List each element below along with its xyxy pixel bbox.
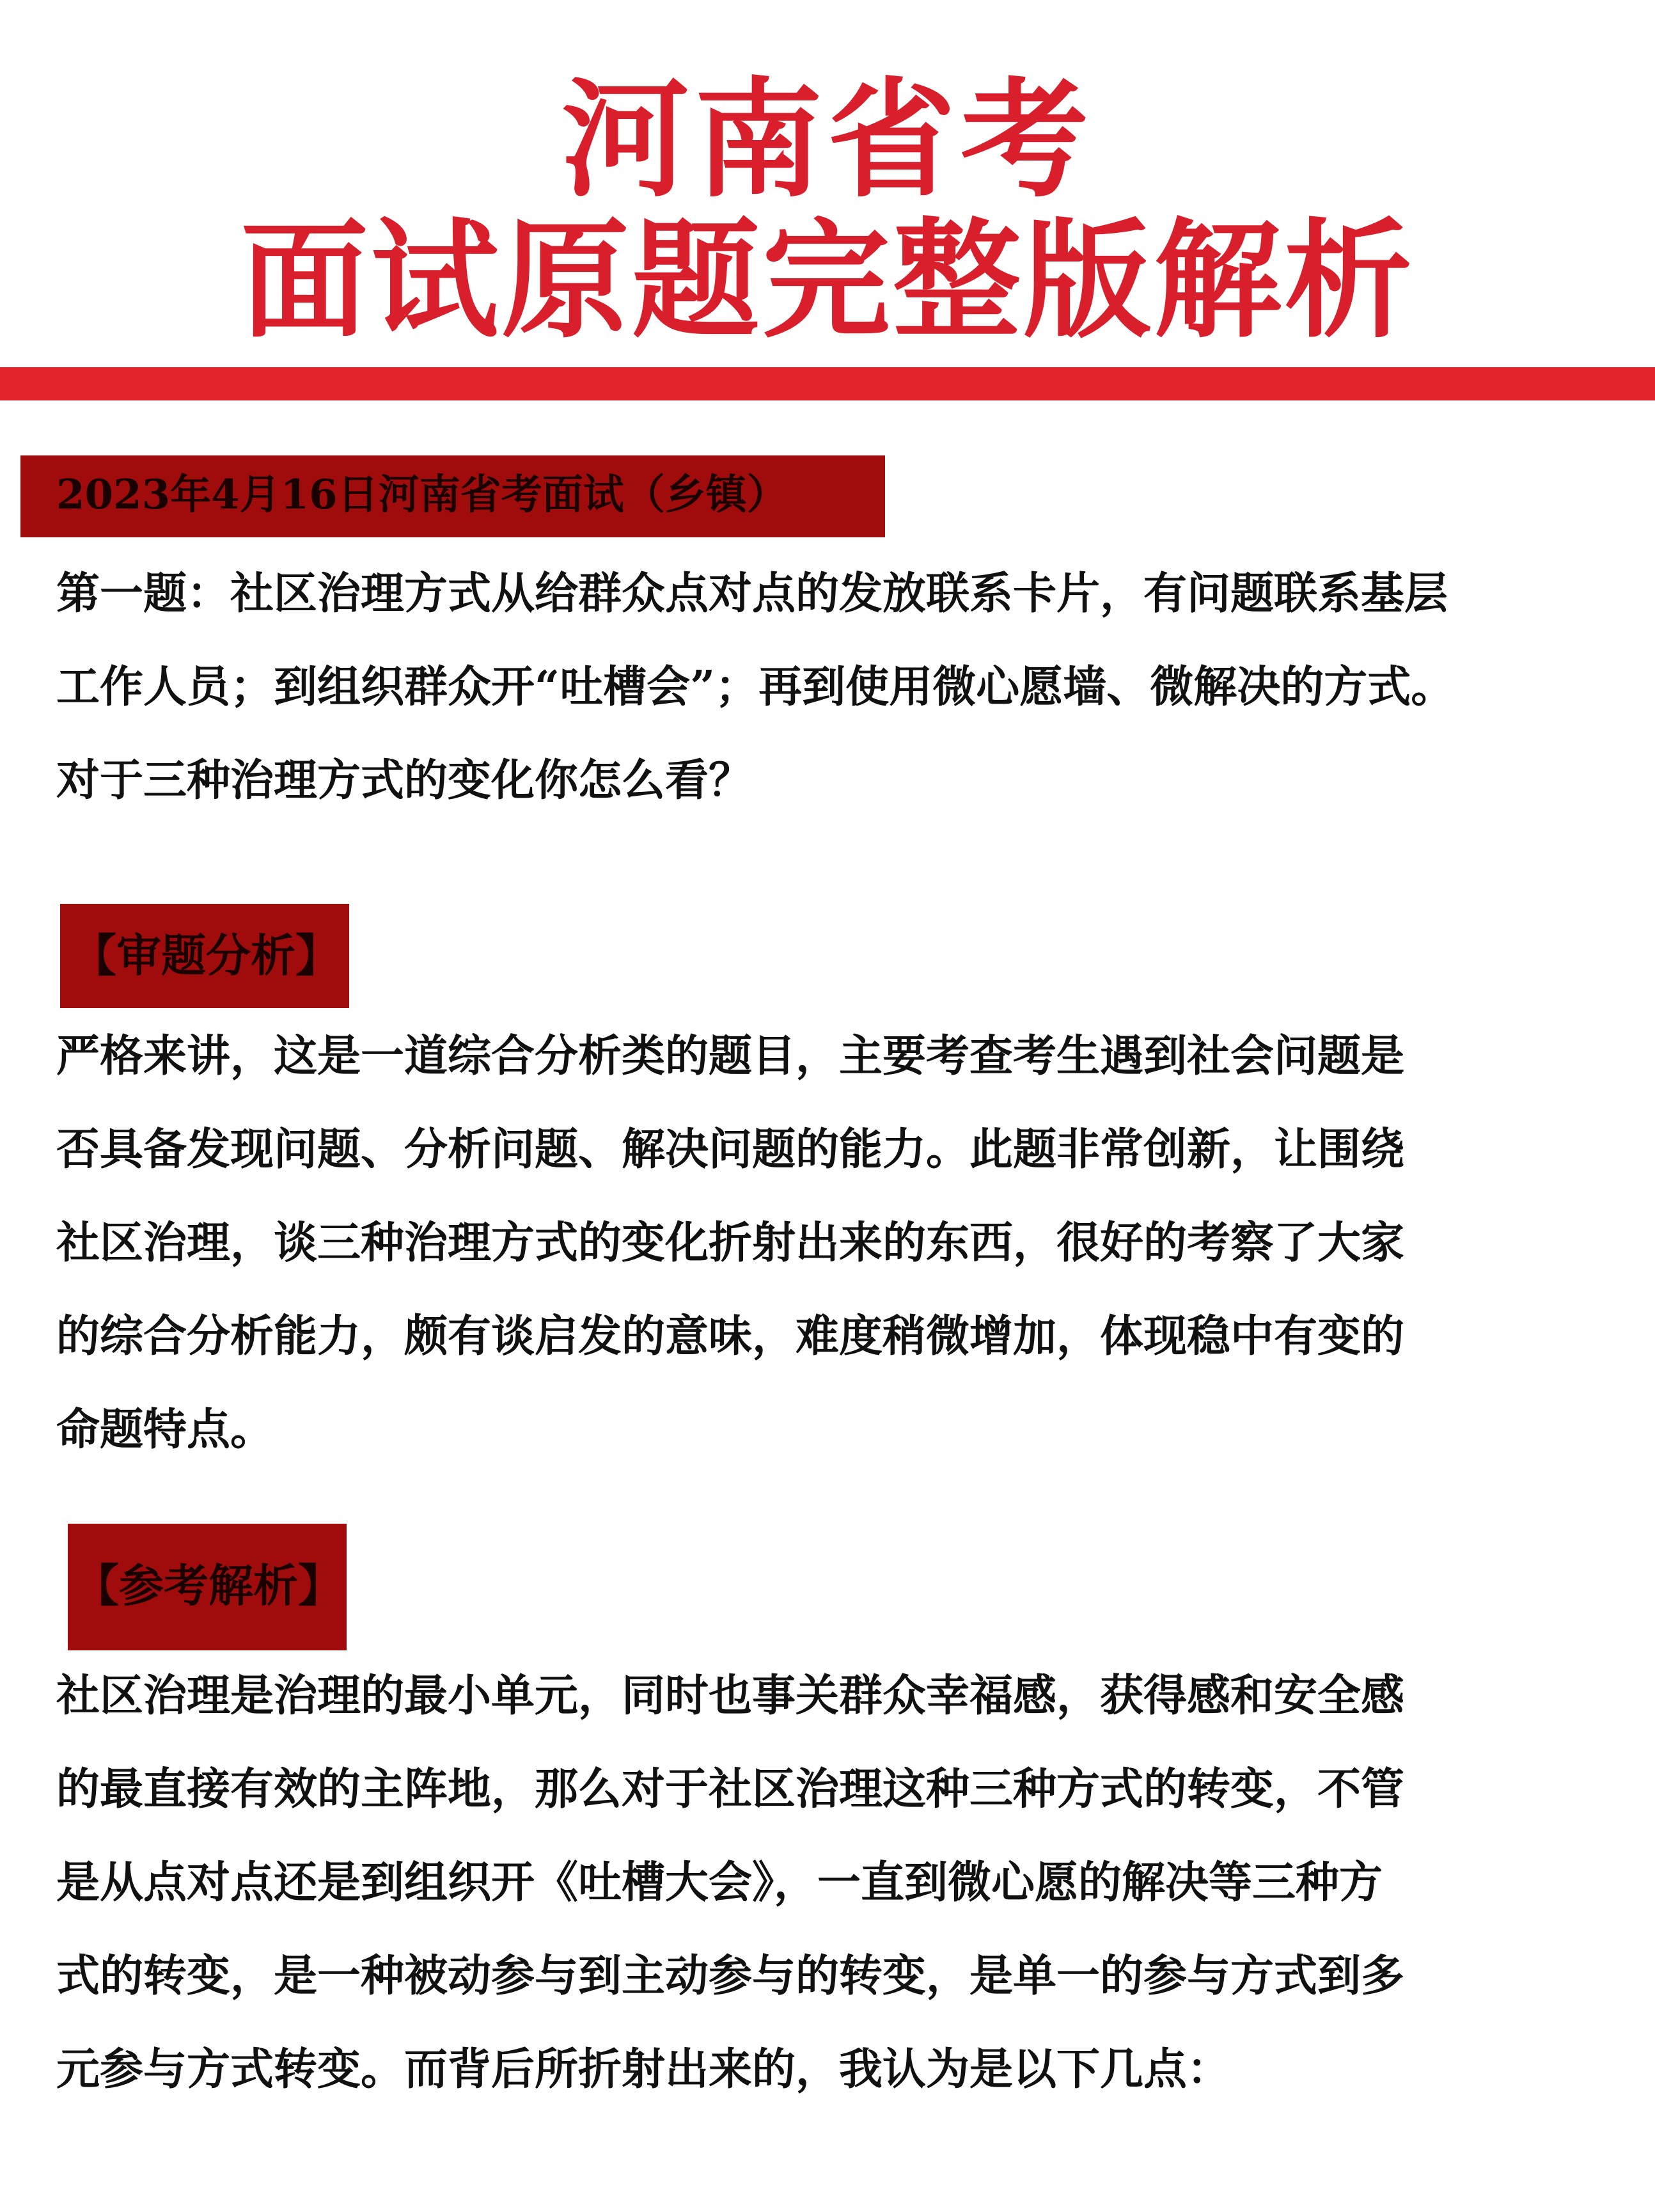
question-text [56, 547, 1454, 827]
reference-analysis-text [56, 1649, 1404, 2116]
page-title-line-2: 面试原题完整版解析 [240, 207, 1415, 356]
question-line: 第一题：社区治理方式从给群众点对点的发放联系卡片，有问题联系基层 [56, 568, 1448, 619]
review-line: 社区治理，谈三种治理方式的变化折射出来的东西，很好的考察了大家 [56, 1217, 1405, 1268]
exam-date-tag: 2023年4月16日河南省考面试（乡镇） [20, 455, 885, 537]
header-divider [0, 367, 1655, 400]
review-line: 否具备发现问题、分析问题、解决问题的能力。此题非常创新，让围绕 [56, 1124, 1405, 1175]
review-section-tag: 【审题分析】 [60, 904, 349, 1008]
reference-line: 的最直接有效的主阵地，那么对于社区治理这种三种方式的转变，不管 [56, 1764, 1405, 1815]
question-line: 对于三种治理方式的变化你怎么看？ [56, 755, 753, 806]
question-line: 工作人员；到组织群众开“吐槽会”；再到使用微心愿墙、微解决的方式。 [56, 661, 1455, 713]
page-title-line-1: 河南省考 [561, 66, 1094, 215]
reference-line: 元参与方式转变。而背后所折射出来的，我认为是以下几点： [56, 2044, 1231, 2095]
review-line: 严格来讲，这是一道综合分析类的题目，主要考查考生遇到社会问题是 [56, 1031, 1405, 1082]
review-analysis-text [56, 1009, 1404, 1476]
reference-line: 式的转变，是一种被动参与到主动参与的转变，是单一的参与方式到多 [56, 1950, 1405, 2002]
reference-line: 是从点对点还是到组织开《吐槽大会》，一直到微心愿的解决等三种方 [56, 1857, 1383, 1908]
review-line: 命题特点。 [56, 1404, 274, 1455]
review-line: 的综合分析能力，颇有谈启发的意味，难度稍微增加，体现稳中有变的 [56, 1311, 1405, 1362]
reference-section-tag: 【参考解析】 [68, 1524, 347, 1650]
reference-line: 社区治理是治理的最小单元，同时也事关群众幸福感，获得感和安全感 [56, 1670, 1405, 1721]
